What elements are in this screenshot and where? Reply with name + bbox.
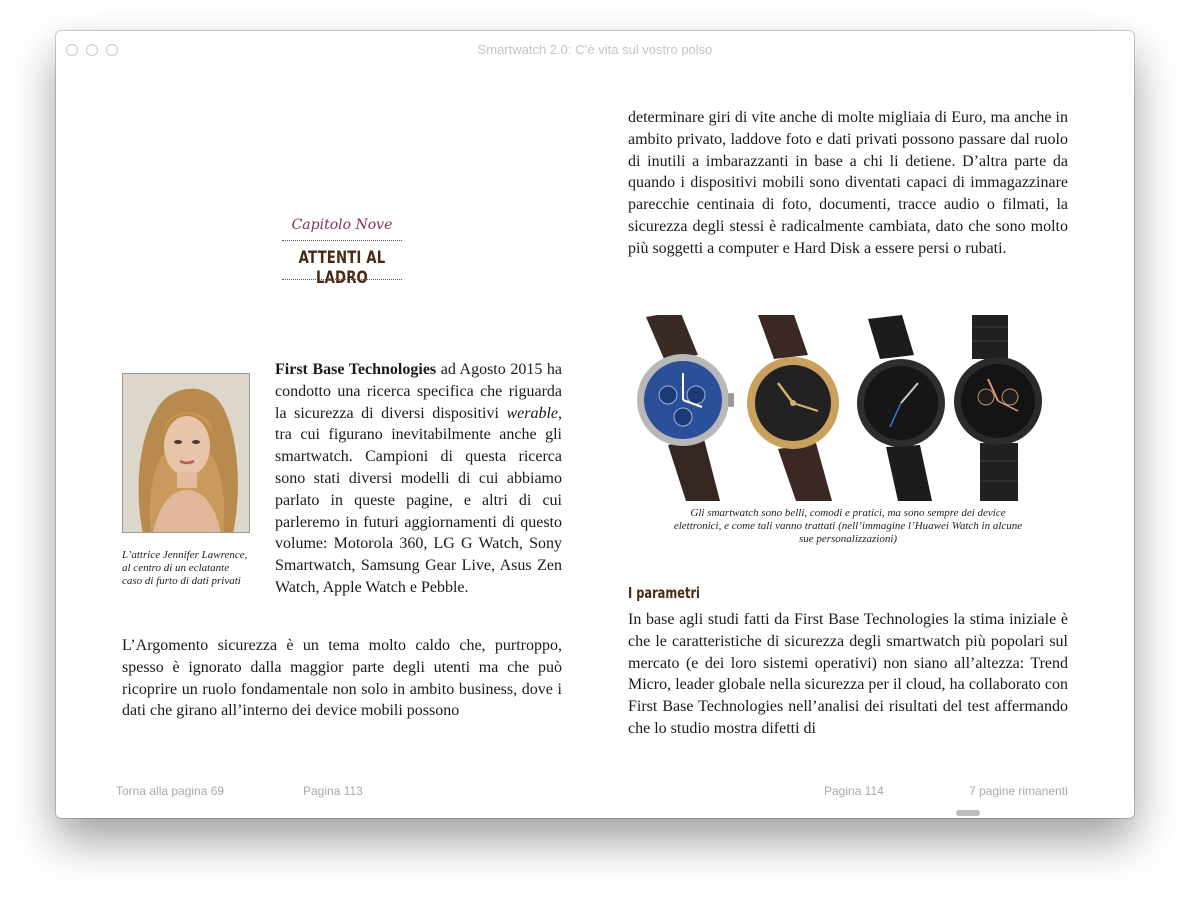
back-to-page-link[interactable]: Torna alla pagina 69	[116, 784, 225, 798]
p1-text-b: , tra cui figurano inevitabilmente anche gli smartwatch. Campioni di questa ricerca sono stati diversi modelli di cui abbiamo parlato in queste pagine, e altri di cui parleremo in futuri aggiornamenti di questo volume: Motorola 360, LG G Watch, Sony Smartwatch, Samsung Gear Live, Asus Zen Watch, Apple Watch e Pebble.	[275, 404, 562, 596]
chapter-subtitle: Capitolo Nove	[291, 217, 393, 233]
company-name: First Base Technologies	[275, 361, 437, 378]
chapter-rule-bottom	[282, 279, 402, 280]
pages-remaining: 7 pagine rimanenti	[969, 784, 1068, 798]
actress-photo	[122, 373, 250, 533]
p1-italic: werable	[506, 404, 558, 422]
right-page-number: Pagina 114	[824, 784, 884, 798]
left-paragraph-1	[275, 359, 562, 599]
page-scroller-handle[interactable]	[956, 810, 980, 816]
section-heading: I parametri	[628, 584, 700, 602]
title-bar[interactable]	[56, 31, 1134, 69]
left-paragraph-2: L’Argomento sicurezza è un tema molto caldo che, purtroppo, spesso è ignorato dalla maggior parte degli utenti ma che può ricoprire un ruolo fondamentale non solo in ambito business, dove i dati che girano all’interno dei device mobili possono	[122, 637, 562, 720]
window-title: Smartwatch 2.0: C’è vita sul vostro polso	[477, 42, 713, 57]
reader-window	[56, 31, 1134, 818]
smartwatch-image	[628, 315, 1068, 501]
left-page-number: Pagina 113	[303, 784, 363, 798]
chapter-title: ATTENTI AL LADRO	[298, 248, 386, 288]
right-paragraph-1: determinare giri di vite anche di molte migliaia di Euro, ma anche in ambito privato, laddove foto e dati privati possono passare dal ruolo di inutili a imbarazzanti in base a chi li detiene. D’altra parte da quando i dispositivi mobili sono diventati capaci di immagazzinare parecchie centinaia di foto, documenti, tracce audio o filmati, la sicurezza degli stessi è radicalmente cambiata, dato che sono molto più soggetti a computer e Hard Disk a essere persi o rubati.	[628, 109, 1068, 257]
chapter-rule-top	[282, 240, 402, 241]
right-paragraph-2: In base agli studi fatti da First Base Technologies la stima iniziale è che le caratteristiche di sicurezza degli smartwatch più popolari sul mercato (e dei loro sistemi operativi) non siano all’altezza: Trend Micro, leader globale nella sicurezza per il cloud, ha collaborato con First Base Technologies nell’analisi dei risultati del test affermando che lo studio mostra difetti di	[628, 611, 1068, 737]
photo-caption: L’attrice Jennifer Lawrence, al centro di un eclatante caso di furto di dati privati	[122, 549, 248, 587]
p1-text-a: ad Agosto 2015 ha condotto una ricerca specifica che riguarda la sicurezza di diversi dispositivi	[275, 361, 562, 422]
image-caption: Gli smartwatch sono belli, comodi e pratici, ma sono sempre dei device elettronici, e come tali vanno trattati (nell’immagine l’Huawei Watch in alcune sue personalizzazioni)	[673, 507, 1023, 545]
